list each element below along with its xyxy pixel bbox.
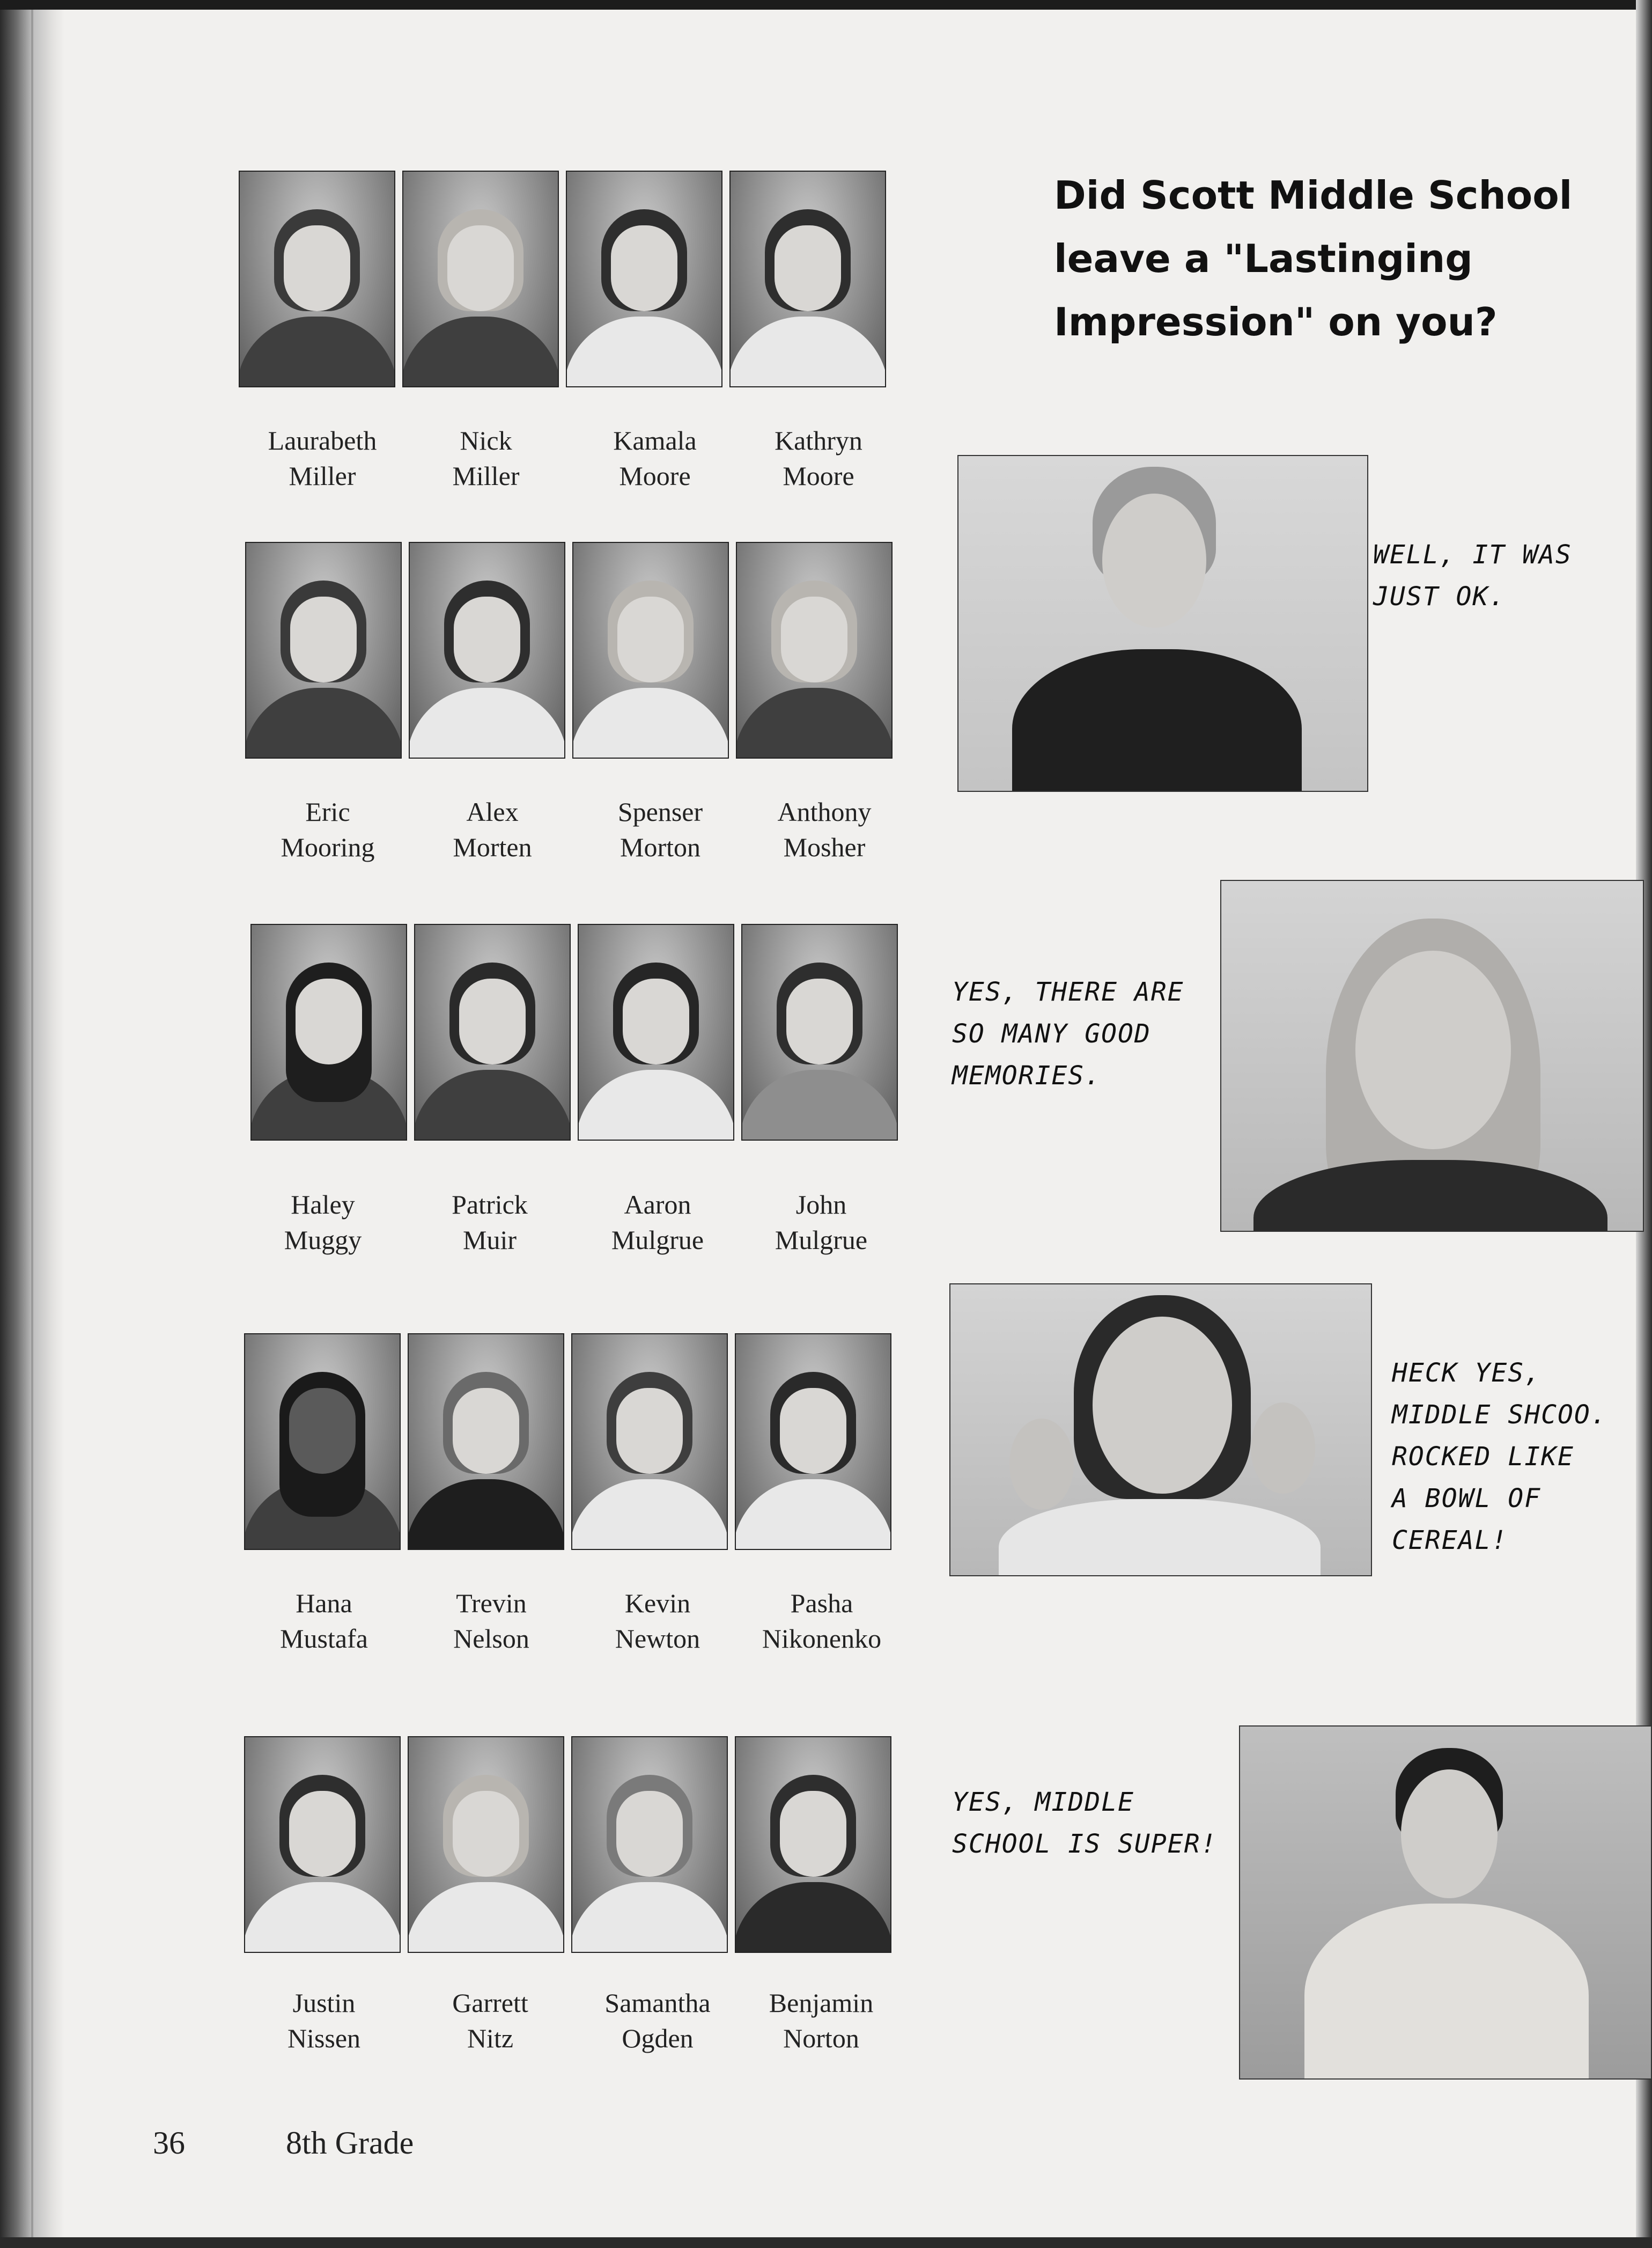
student-name: Spenser Morton (617, 797, 703, 862)
heading-line-3: Impression" on you? (1054, 299, 1498, 344)
student-name: Benjamin Norton (769, 1988, 874, 2053)
portrait-photo (250, 924, 407, 1141)
student-name: Pasha Nikonenko (762, 1588, 882, 1654)
student-name: Kevin Newton (615, 1588, 700, 1654)
portrait-photo (244, 1736, 401, 1953)
portrait-photo (741, 924, 898, 1141)
portrait-photo (239, 171, 395, 387)
student-name: Garrett Nitz (452, 1988, 528, 2053)
student-quote: HECK YES, MIDDLE SHCOO. ROCKED LIKE A BOWL OF CEREAL! (1392, 1358, 1607, 1555)
student-quote: YES, THERE ARE SO MANY GOOD MEMORIES. (952, 977, 1184, 1091)
student-name: Kathryn Moore (775, 425, 862, 491)
page-number: 36 (153, 2125, 185, 2161)
page-edge-line (31, 0, 33, 2248)
portrait-photo (578, 924, 734, 1141)
portrait-photo (402, 171, 559, 387)
portrait-photo (729, 171, 886, 387)
portrait-photo (571, 1333, 728, 1550)
candid-photo (949, 1283, 1372, 1576)
student-name: Samantha Ogden (604, 1988, 711, 2053)
portrait-photo (244, 1333, 401, 1550)
portrait-photo (408, 1333, 564, 1550)
portrait-photo (245, 542, 402, 759)
portrait-photo (571, 1736, 728, 1953)
portrait-photo (572, 542, 729, 759)
student-name: John Mulgrue (775, 1189, 868, 1255)
student-name: Hana Mustafa (280, 1588, 368, 1654)
page-heading (1054, 164, 1612, 354)
student-name: Alex Morten (453, 797, 532, 862)
portrait-photo (736, 542, 893, 759)
student-name: Kamala Moore (613, 425, 697, 491)
portrait-photo (408, 1736, 564, 1953)
section-label: 8th Grade (286, 2125, 414, 2161)
student-quote: YES, MIDDLE SCHOOL IS SUPER! (952, 1787, 1218, 1859)
student-name: Trevin Nelson (453, 1588, 529, 1654)
student-quote: WELL, IT WAS JUST OK. (1373, 540, 1572, 612)
candid-photo (1220, 880, 1644, 1232)
student-name: Aaron Mulgrue (611, 1189, 704, 1255)
student-name: Nick Miller (452, 425, 520, 491)
student-name: Justin Nissen (287, 1988, 361, 2053)
student-name: Haley Muggy (284, 1189, 362, 1255)
heading-line-2: leave a "Lastinging (1054, 236, 1473, 281)
scan-top-edge (0, 0, 1652, 10)
student-name: Anthony Mosher (777, 797, 872, 862)
portrait-photo (735, 1333, 891, 1550)
portrait-photo (414, 924, 571, 1141)
scan-bottom-edge (0, 2237, 1652, 2248)
student-name: Laurabeth Miller (268, 425, 377, 491)
student-name: Eric Mooring (281, 797, 375, 862)
portrait-photo (566, 171, 722, 387)
heading-line-1: Did Scott Middle School (1054, 173, 1573, 218)
portrait-photo (735, 1736, 891, 1953)
portrait-photo (409, 542, 565, 759)
candid-photo (1239, 1725, 1652, 2080)
student-name: Patrick Muir (452, 1189, 528, 1255)
candid-photo (957, 455, 1368, 792)
